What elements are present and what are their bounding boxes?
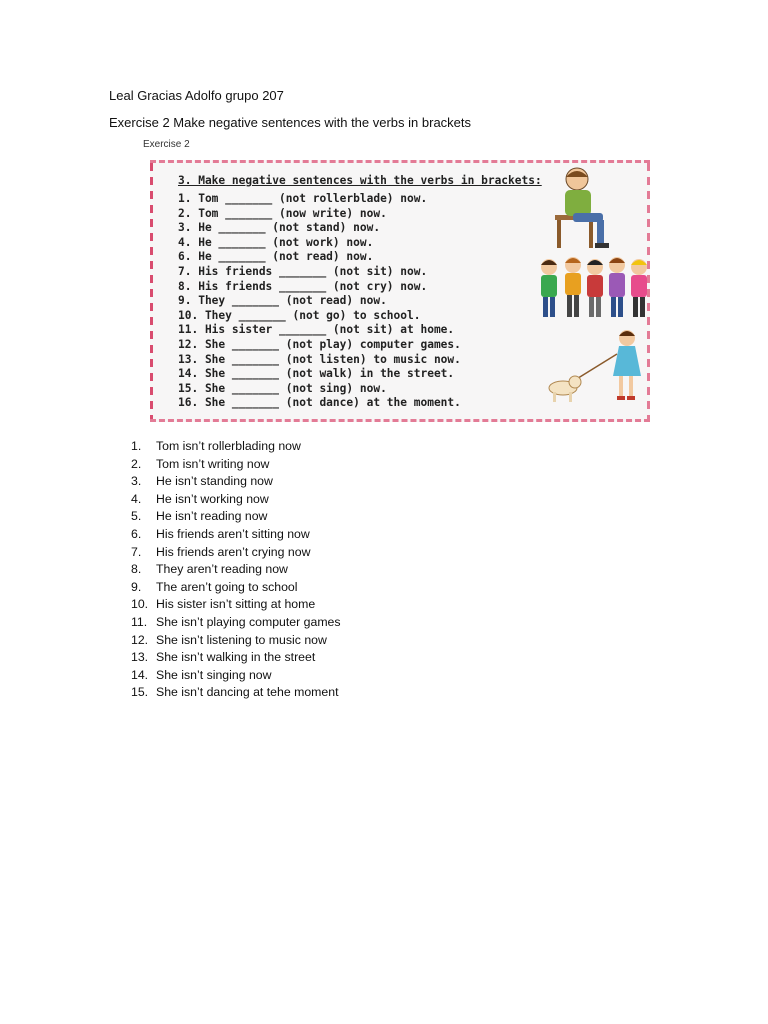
answer-item xyxy=(131,473,341,491)
answer-text: She isn’t singing now xyxy=(156,667,272,682)
worksheet-image xyxy=(140,138,658,424)
worksheet-item: 10. They _______ (not go) to school. xyxy=(178,308,421,322)
answer-text: The aren’t going to school xyxy=(156,579,298,594)
answer-number: 1. xyxy=(131,439,142,453)
answer-item xyxy=(131,561,341,579)
worksheet-heading: 3. Make negative sentences with the verbs in brackets: xyxy=(178,174,542,187)
answer-number: 15. xyxy=(131,685,149,700)
answer-item xyxy=(131,508,341,526)
worksheet-item: 12. She _______ (not play) computer games. xyxy=(178,337,461,351)
answer-item xyxy=(131,596,341,614)
answer-text: His friends aren’t crying now xyxy=(156,544,311,559)
answer-item xyxy=(131,491,341,509)
children-group-illustration xyxy=(535,253,650,325)
answer-item xyxy=(131,526,341,544)
worksheet-item: 2. Tom _______ (now write) now. xyxy=(178,206,387,220)
worksheet-caption: Exercise 2 xyxy=(143,139,190,150)
answer-number: 8. xyxy=(131,562,142,577)
answer-item xyxy=(131,667,341,685)
answer-text: He isn’t reading now xyxy=(156,509,268,524)
worksheet-item: 16. She _______ (not dance) at the moment. xyxy=(178,396,461,410)
answer-text: She isn’t dancing at tehe moment xyxy=(156,685,339,700)
answer-item xyxy=(131,632,341,650)
answer-item xyxy=(131,614,341,632)
answer-number: 11. xyxy=(131,614,148,629)
answer-item xyxy=(131,438,341,456)
answer-number: 5. xyxy=(131,509,142,524)
answer-number: 13. xyxy=(131,650,149,665)
student-name-line: Leal Gracias Adolfo grupo 207 xyxy=(109,88,284,103)
girl-walking-dog-illustration xyxy=(535,328,650,408)
answer-text: She isn’t playing computer games xyxy=(156,614,341,629)
worksheet-item: 13. She _______ (not listen) to music now. xyxy=(178,352,461,366)
answer-item xyxy=(131,684,341,702)
worksheet-item: 11. His sister _______ (not sit) at home. xyxy=(178,323,455,337)
worksheet-item: 15. She _______ (not sing) now. xyxy=(178,381,387,395)
answer-text: She isn’t listening to music now xyxy=(156,632,327,647)
answer-text: Tom isn’t rollerblading now xyxy=(156,439,301,453)
worksheet-item: 14. She _______ (not walk) in the street. xyxy=(178,367,455,381)
answer-text: They aren’t reading now xyxy=(156,562,288,577)
answer-number: 7. xyxy=(131,544,142,559)
worksheet-item: 1. Tom _______ (not rollerblade) now. xyxy=(178,192,428,205)
answer-number: 10. xyxy=(131,597,149,612)
answer-item xyxy=(131,544,341,562)
answer-text: His sister isn’t sitting at home xyxy=(156,597,316,612)
answer-number: 4. xyxy=(131,491,142,506)
worksheet-item: 9. They _______ (not read) now. xyxy=(178,294,387,308)
worksheet-item: 3. He _______ (not stand) now. xyxy=(178,221,381,235)
exercise-title: Exercise 2 Make negative sentences with the verbs in brackets xyxy=(109,115,472,130)
answer-text: His friends aren’t sitting now xyxy=(156,526,310,541)
answer-number: 2. xyxy=(131,456,142,471)
answer-text: She isn’t walking in the street xyxy=(156,650,316,665)
worksheet-frame xyxy=(150,160,650,422)
worksheet-item: 7. His friends _______ (not sit) now. xyxy=(178,264,428,278)
answers-list xyxy=(131,438,341,702)
worksheet-item: 4. He _______ (not work) now. xyxy=(178,235,374,249)
answer-number: 12. xyxy=(131,632,149,647)
worksheet-item-list xyxy=(178,192,461,411)
boy-on-chair-illustration xyxy=(545,165,625,251)
answer-number: 9. xyxy=(131,579,142,594)
answer-item xyxy=(131,649,341,667)
answer-number: 3. xyxy=(131,474,142,489)
worksheet-item: 6. He _______ (not read) now. xyxy=(178,250,374,264)
answer-item xyxy=(131,456,341,474)
answer-number: 14. xyxy=(131,667,149,682)
worksheet-item: 8. His friends _______ (not cry) now. xyxy=(178,279,428,293)
answer-item xyxy=(131,579,341,597)
answer-text: He isn’t working now xyxy=(156,491,269,506)
answer-text: Tom isn’t writing now xyxy=(156,456,270,471)
answer-text: He isn’t standing now xyxy=(156,474,273,489)
answer-number: 6. xyxy=(131,526,142,541)
